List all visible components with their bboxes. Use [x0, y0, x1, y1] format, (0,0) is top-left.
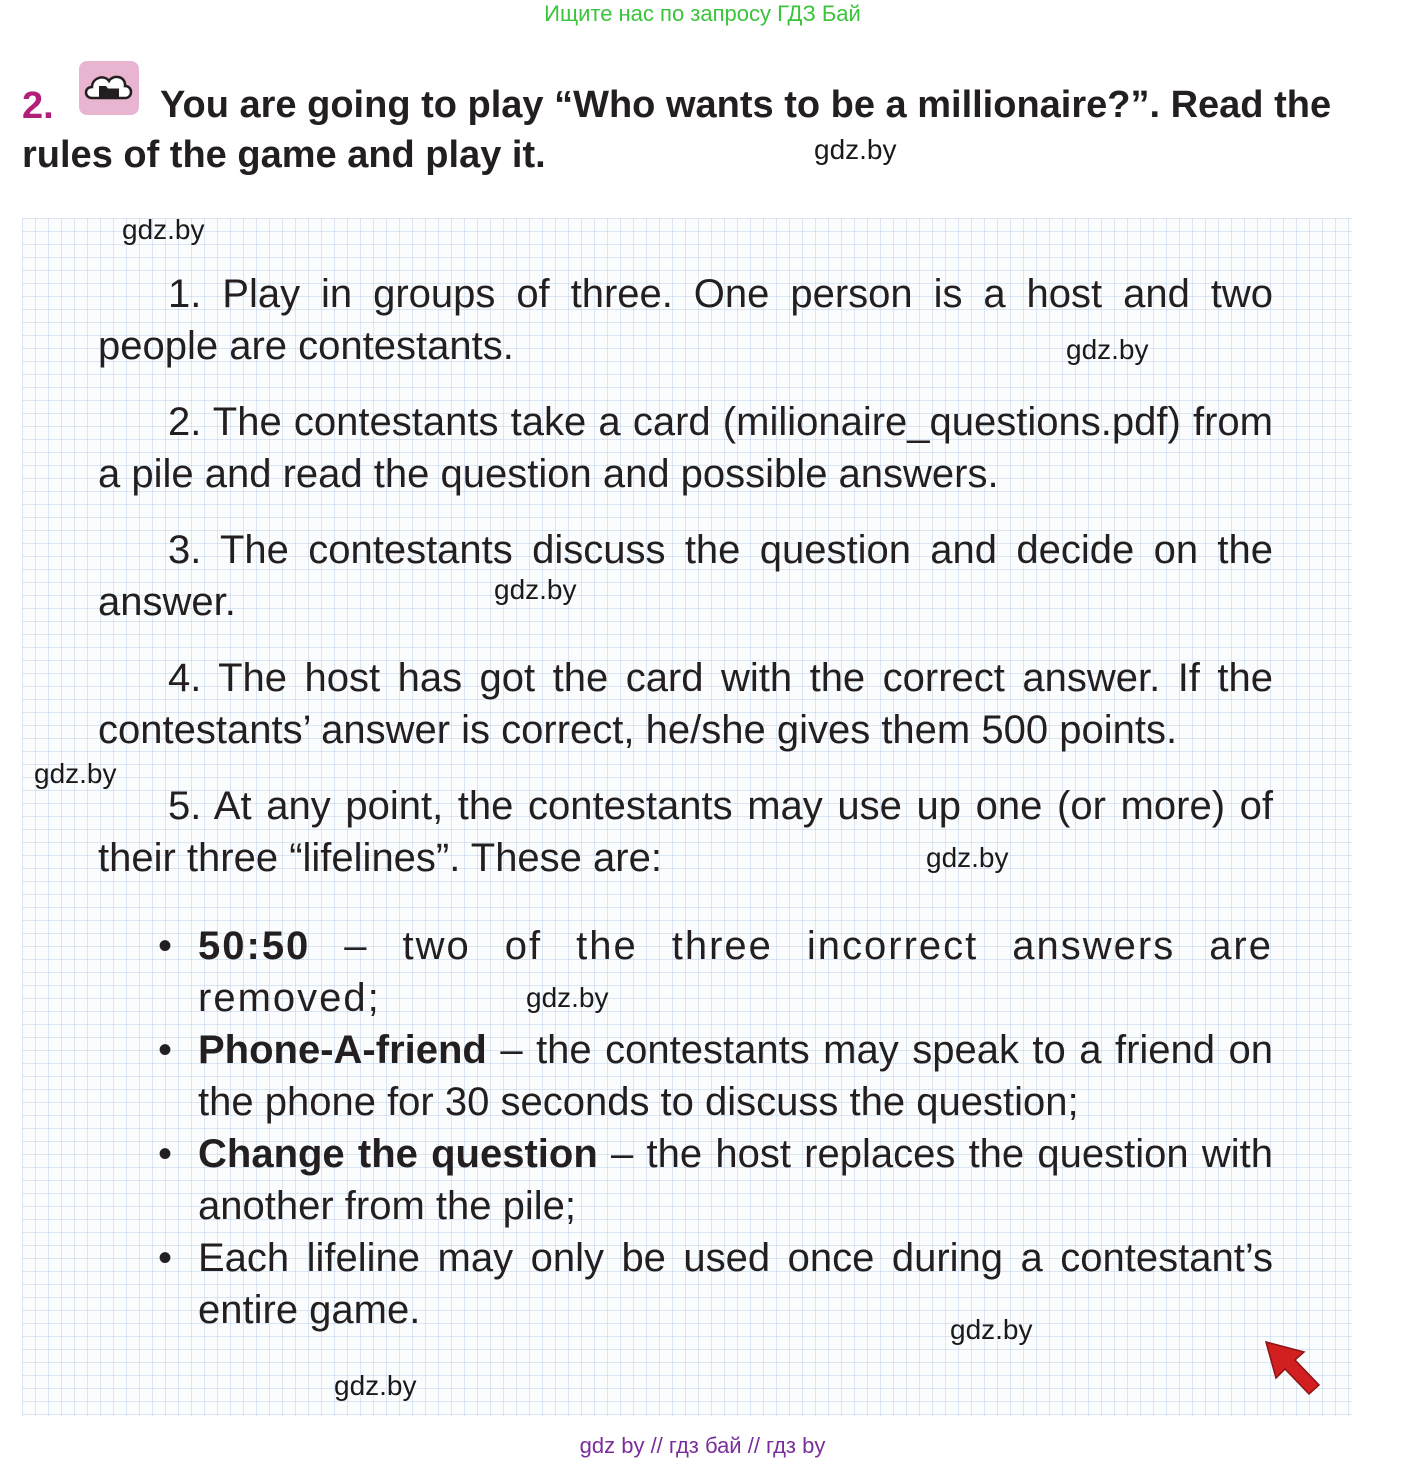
watermark: gdz.by: [122, 214, 205, 245]
arrow-icon: [1262, 1338, 1322, 1396]
watermark: gdz.by: [494, 574, 577, 605]
lifeline-text: – the host replaces the question with another from the pile;: [198, 1132, 1273, 1228]
watermark: gdz.by: [526, 982, 609, 1013]
watermark: gdz.by: [950, 1314, 1033, 1345]
rule-item: 3. The contestants discuss the question and decide on the answer.: [98, 528, 1273, 624]
rule-item: 1. Play in groups of three. One person is a host and two people are contestants.: [98, 272, 1273, 368]
lifeline-term: 50:50: [198, 924, 311, 968]
lifeline-item: [98, 920, 1273, 1024]
footer-watermark: gdz by // гдз бай // гдз by: [579, 1433, 826, 1458]
watermark: gdz.by: [334, 1370, 417, 1401]
bullet-dot: •: [158, 1132, 173, 1176]
rule-item: 5. At any point, the contestants may use up one (or more) of their three “lifelines”. These are:: [98, 784, 1273, 880]
bullet-dot: •: [158, 1236, 173, 1280]
watermark: gdz.by: [926, 842, 1009, 873]
lifelines-list: [98, 920, 1273, 1336]
task-title: You are going to play “Who wants to be a millionaire?”. Read the rules of the game and play it.: [22, 84, 1332, 176]
bullet-dot: •: [158, 924, 175, 968]
top-banner: Ищите нас по запросу ГДЗ Бай: [544, 1, 861, 26]
task-number: 2.: [22, 85, 54, 127]
lifeline-term: Change the question: [198, 1132, 598, 1176]
rules-list: [98, 268, 1273, 1336]
lifeline-item: [98, 1024, 1273, 1128]
lifeline-item: [98, 1232, 1273, 1336]
lifeline-text: – two of the three incorrect answers are removed;: [198, 924, 1273, 1020]
lifeline-item: [98, 1128, 1273, 1232]
rule-item: 4. The host has got the card with the correct answer. If the contestants’ answer is correct, he/she gives them 500 points.: [98, 656, 1273, 752]
bullet-dot: •: [158, 1028, 173, 1072]
lifeline-term: Phone-A-friend: [198, 1028, 487, 1072]
watermark: gdz.by: [34, 758, 117, 789]
lifeline-text: – the contestants may speak to a friend on the phone for 30 seconds to discuss the question;: [198, 1028, 1273, 1124]
lifeline-text: Each lifeline may only be used once during a contestant’s entire game.: [198, 1236, 1273, 1332]
watermark: gdz.by: [1066, 334, 1149, 365]
rule-item: 2. The contestants take a card (milionaire_questions.pdf) from a pile and read the question and possible answers.: [98, 400, 1273, 496]
watermark: gdz.by: [814, 134, 897, 165]
